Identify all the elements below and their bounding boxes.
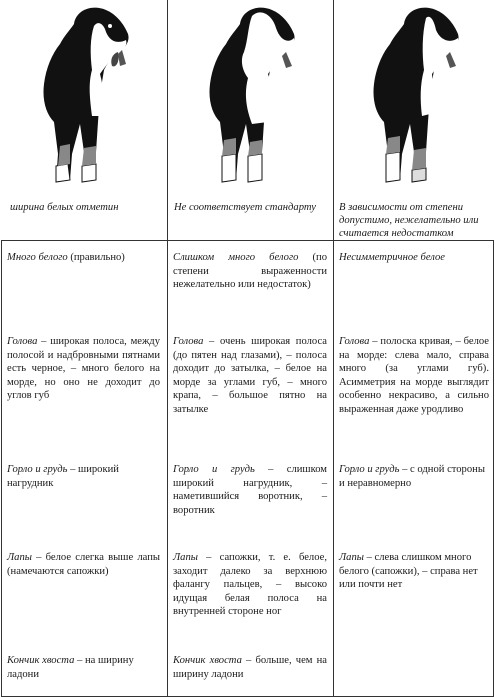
column-title xyxy=(339,251,489,265)
column-asymmetric xyxy=(339,251,489,265)
column-title-italic: Несимметричное белое xyxy=(339,252,446,263)
dog-illustration-asymmetric xyxy=(360,4,465,192)
section-heading: Кончик хвоста xyxy=(173,655,242,666)
section-throat-chest xyxy=(7,463,160,490)
section-head xyxy=(173,335,327,417)
column-title-rest: (правильно) xyxy=(67,252,125,263)
section-paws xyxy=(339,551,489,592)
column-title xyxy=(7,251,160,265)
section-line: – широкая полоса, между полосой и надбровными пятнами есть черное, xyxy=(7,336,160,375)
caption-white-marking-width: ширина белых отметин xyxy=(10,202,119,213)
section-line: – много белого на морде, но оно не доходит до углов губ xyxy=(7,363,161,402)
section-line: – полоска кривая, xyxy=(372,336,453,347)
section-line: – очень широкая полоса (до пятен над глазами), xyxy=(173,336,327,361)
section-heading: Голова xyxy=(339,336,370,347)
section-heading: Лапы xyxy=(173,552,198,563)
column-title-italic: Слишком много белого xyxy=(173,252,299,263)
section-paws xyxy=(173,551,327,619)
column-title-rest: (по степени выраженности нежелательно или недостаток) xyxy=(173,252,327,291)
section-heading: Кончик хвоста xyxy=(7,655,75,666)
column-too-much-white xyxy=(173,251,327,292)
column-title xyxy=(173,251,327,292)
table-right-border xyxy=(493,240,494,697)
section-line: – больше, чем на ширину ладони xyxy=(173,655,327,680)
section-line: – много крапа, xyxy=(173,376,328,402)
section-tail-tip xyxy=(173,654,327,681)
column-divider xyxy=(333,0,334,697)
section-tail-tip xyxy=(7,654,160,681)
section-line: – с одной стороны и неравномерно xyxy=(339,464,485,489)
section-throat-chest xyxy=(173,463,327,517)
section-line: – справа нет или почти нет xyxy=(339,565,478,591)
dog-illustration-too-much-white xyxy=(196,4,301,192)
section-line: – высоко идущая белая полоса на внутренней стороне ног xyxy=(173,579,327,618)
section-line: – белое слегка выше лапы (намечаются сапожки) xyxy=(7,552,160,577)
section-heading: Горло и грудь xyxy=(173,464,255,475)
section-line: – полоса доходит до затылка, xyxy=(173,349,327,375)
section-line: – сапожки, т. е. белое, заходит далеко за верхнюю фалангу пальцев, xyxy=(173,552,327,591)
section-line: – на ширину ладони xyxy=(7,655,134,680)
table-left-border xyxy=(1,240,2,697)
section-paws xyxy=(7,551,160,578)
section-heading: Голова xyxy=(7,336,38,347)
section-heading: Горло и грудь xyxy=(339,464,400,475)
column-title-italic: Много белого xyxy=(7,252,68,263)
column-divider xyxy=(167,0,168,697)
caption-depends-on-degree: В зависимости от степени допустимо, нежелательно или считается недостатком xyxy=(339,202,479,239)
table-top-rule xyxy=(1,240,494,241)
column-correct xyxy=(7,251,160,265)
section-heading: Лапы xyxy=(339,552,364,563)
section-line: – наметившийся воротник, xyxy=(173,477,327,503)
section-head xyxy=(339,335,489,417)
section-line: – большое пятно на затылке xyxy=(173,390,328,415)
section-line: – воротник xyxy=(173,491,327,516)
section-heading: Голова xyxy=(173,336,204,347)
section-head xyxy=(7,335,160,403)
section-line: – слева слишком много белого (сапожки), xyxy=(339,552,472,577)
caption-not-standard: Не соответствует стандарту xyxy=(174,202,316,213)
section-heading: Горло и грудь xyxy=(7,464,68,475)
dog-illustration-correct xyxy=(30,4,135,192)
section-line: – белое на морде за углами губ, xyxy=(173,363,327,388)
section-throat-chest xyxy=(339,463,489,490)
section-line: – белое на морде: слева мало, справа много (за углами губ). Асимметрия на морде выглядит особенно некрасиво, а сильно выраженная даже уродливо xyxy=(339,336,489,415)
section-heading: Лапы xyxy=(7,552,32,563)
section-line: – слишком широкий нагрудник, xyxy=(173,464,327,489)
section-line: – широкий нагрудник xyxy=(7,464,119,489)
